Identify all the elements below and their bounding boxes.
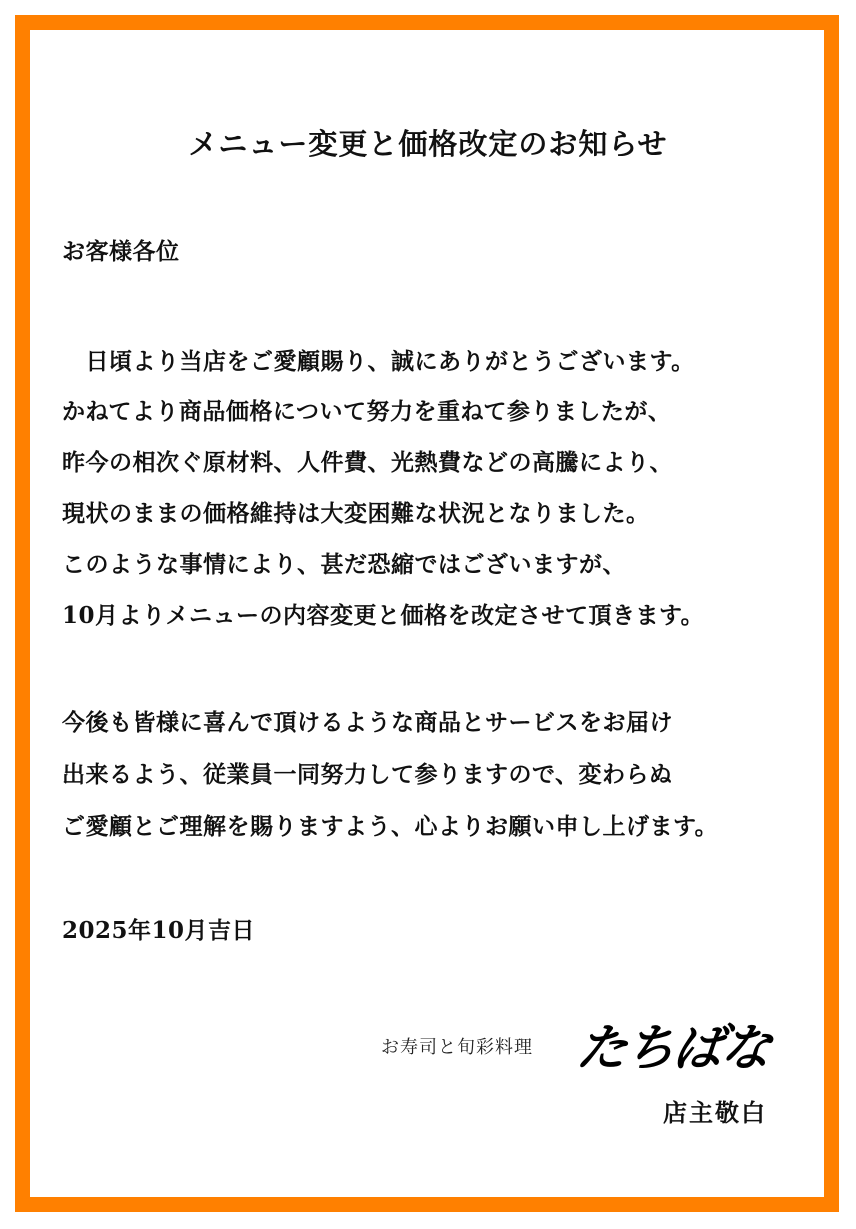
- paragraph1-line: このような事情により、甚だ恐縮ではございますが、: [62, 551, 626, 578]
- signature: 店主敬白: [663, 1098, 767, 1127]
- paragraph2-line: 今後も皆様に喜んで頂けるような商品とサービスをお届け: [62, 709, 673, 736]
- shop-logo: たちばな: [573, 1018, 774, 1077]
- paragraph1-line: 10月よりメニューの内容変更と価格を改定させて頂きます。: [62, 602, 705, 629]
- paragraph2-line: 出来るよう、従業員一同努力して参りますので、変わらぬ: [62, 761, 673, 788]
- notice-date: 2025年10月吉日: [62, 917, 256, 944]
- paragraph1-line: 日頃より当店をご愛顧賜り、誠にありがとうございます。: [62, 348, 695, 375]
- paragraph1-line: かねてより商品価格について努力を重ねて参りましたが、: [62, 398, 672, 425]
- shop-subtitle: お寿司と旬彩料理: [381, 1037, 533, 1058]
- paragraph2-line: ご愛顧とご理解を賜りますよう、心よりお願い申し上げます。: [62, 813, 719, 840]
- paragraph1-line: 昨今の相次ぐ原材料、人件費、光熱費などの高騰により、: [62, 449, 673, 476]
- paragraph1-line: 現状のままの価格維持は大変困難な状況となりました。: [62, 500, 650, 527]
- notice-title: メニュー変更と価格改定のお知らせ: [188, 127, 668, 161]
- salutation: お客様各位: [62, 238, 180, 265]
